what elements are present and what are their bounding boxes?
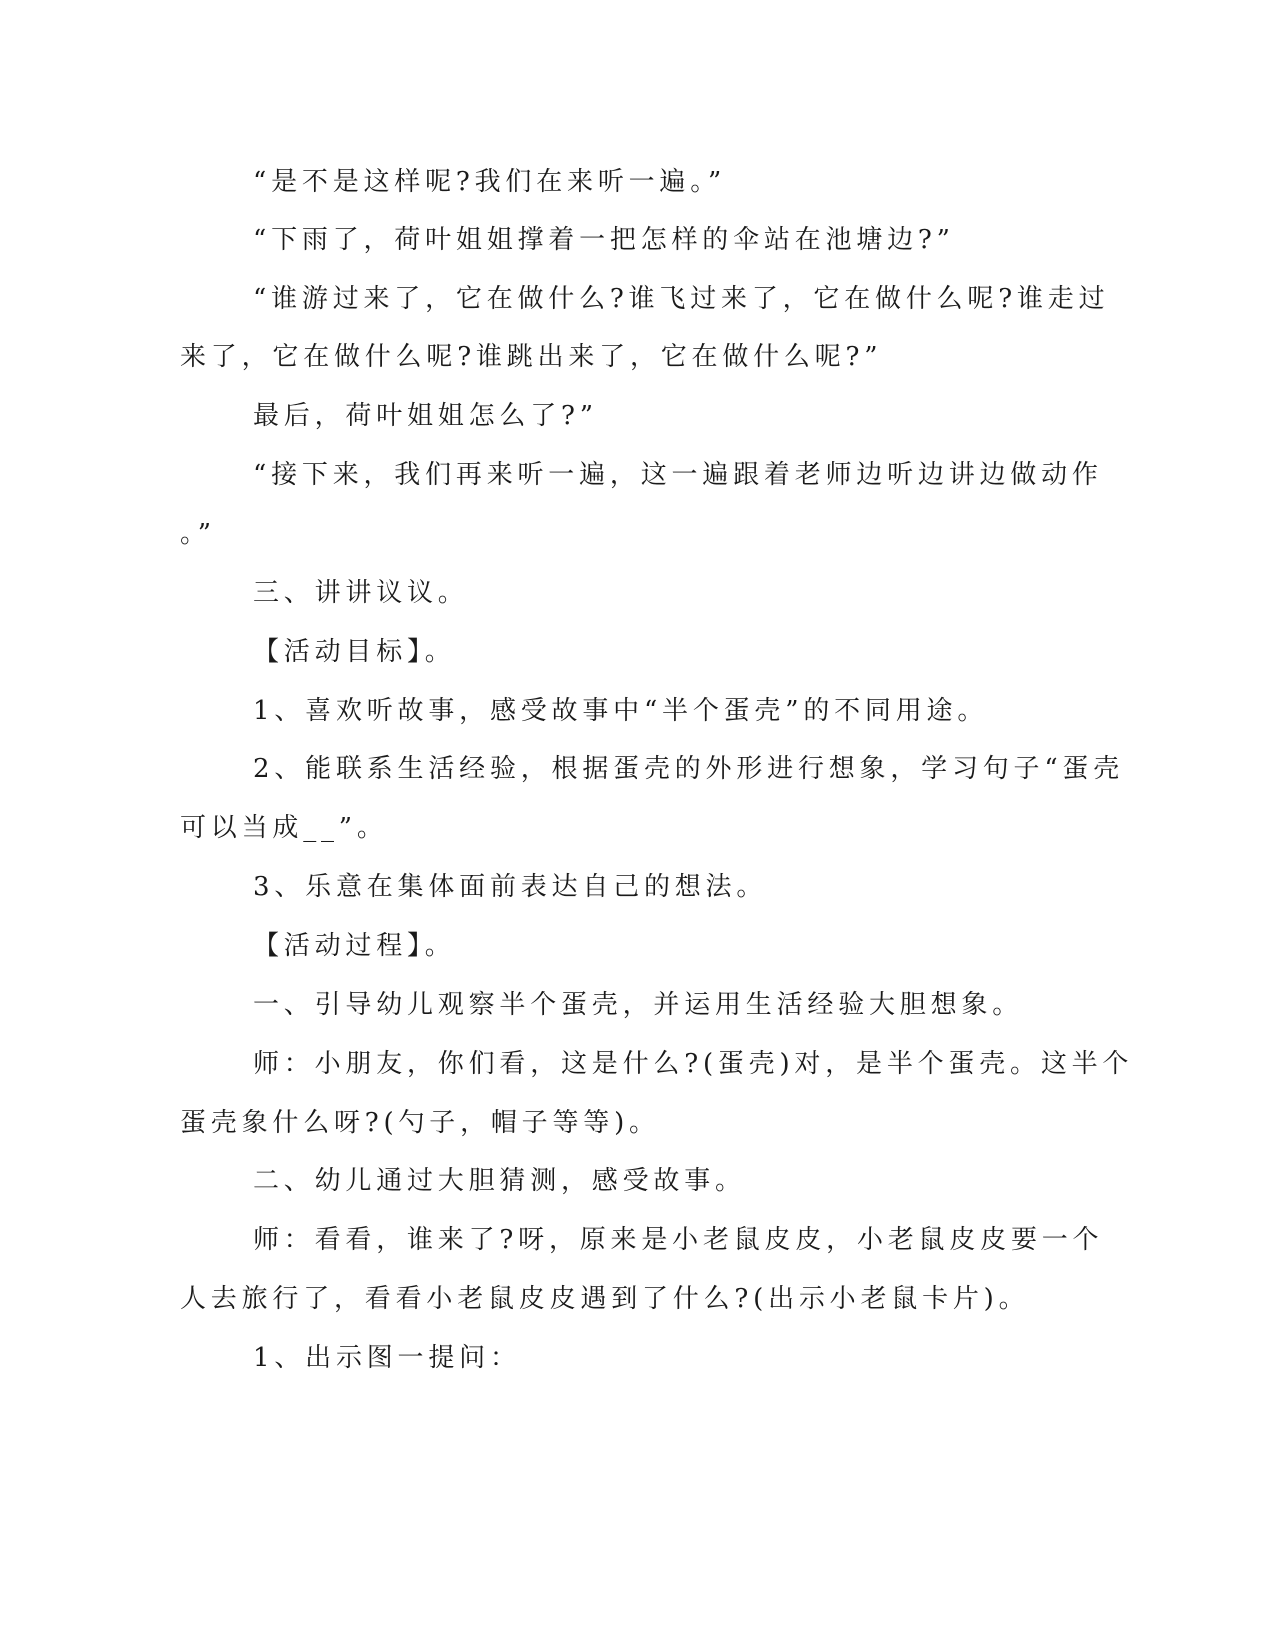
paragraph-line: 蛋壳象什么呀?(勺子，帽子等等)。 [180, 1108, 660, 1138]
paragraph-line: 。” [180, 519, 216, 549]
paragraph-line: 最后，荷叶姐姐怎么了?” [253, 401, 598, 431]
list-item: 1、出示图一提问： [253, 1343, 521, 1373]
paragraph-line: 可以当成__”。 [180, 813, 388, 843]
list-item: 3、乐意在集体面前表达自己的想法。 [253, 872, 768, 902]
paragraph-line: 二、幼儿通过大胆猜测，感受故事。 [253, 1166, 746, 1196]
list-item: 2、能联系生活经验，根据蛋壳的外形进行想象，学习句子“蛋壳 [253, 754, 1125, 784]
paragraph-line: “是不是这样呢?我们在来听一遍。” [253, 167, 727, 197]
paragraph-line: 一、引导幼儿观察半个蛋壳，并运用生活经验大胆想象。 [253, 990, 1024, 1020]
section-heading: 【活动目标】。 [253, 637, 456, 667]
section-heading: 【活动过程】。 [253, 931, 456, 961]
paragraph-line: 师：看看，谁来了?呀，原来是小老鼠皮皮，小老鼠皮皮要一个 [253, 1225, 1104, 1255]
paragraph-line: 人去旅行了，看看小老鼠皮皮遇到了什么?(出示小老鼠卡片)。 [180, 1284, 1030, 1314]
paragraph-line: 来了，它在做什么呢?谁跳出来了，它在做什么呢?” [180, 342, 883, 372]
paragraph-line: 师：小朋友，你们看，这是什么?(蛋壳)对，是半个蛋壳。这半个 [253, 1049, 1134, 1079]
list-item: 1、喜欢听故事，感受故事中“半个蛋壳”的不同用途。 [253, 696, 989, 726]
paragraph-line: “接下来，我们再来听一遍，这一遍跟着老师边听边讲边做动作 [253, 460, 1103, 490]
paragraph-line: “下雨了，荷叶姐姐撑着一把怎样的伞站在池塘边?” [253, 225, 955, 255]
paragraph-line: “谁游过来了，它在做什么?谁飞过来了，它在做什么呢?谁走过 [253, 284, 1110, 314]
section-heading: 三、讲讲议议。 [253, 578, 469, 608]
